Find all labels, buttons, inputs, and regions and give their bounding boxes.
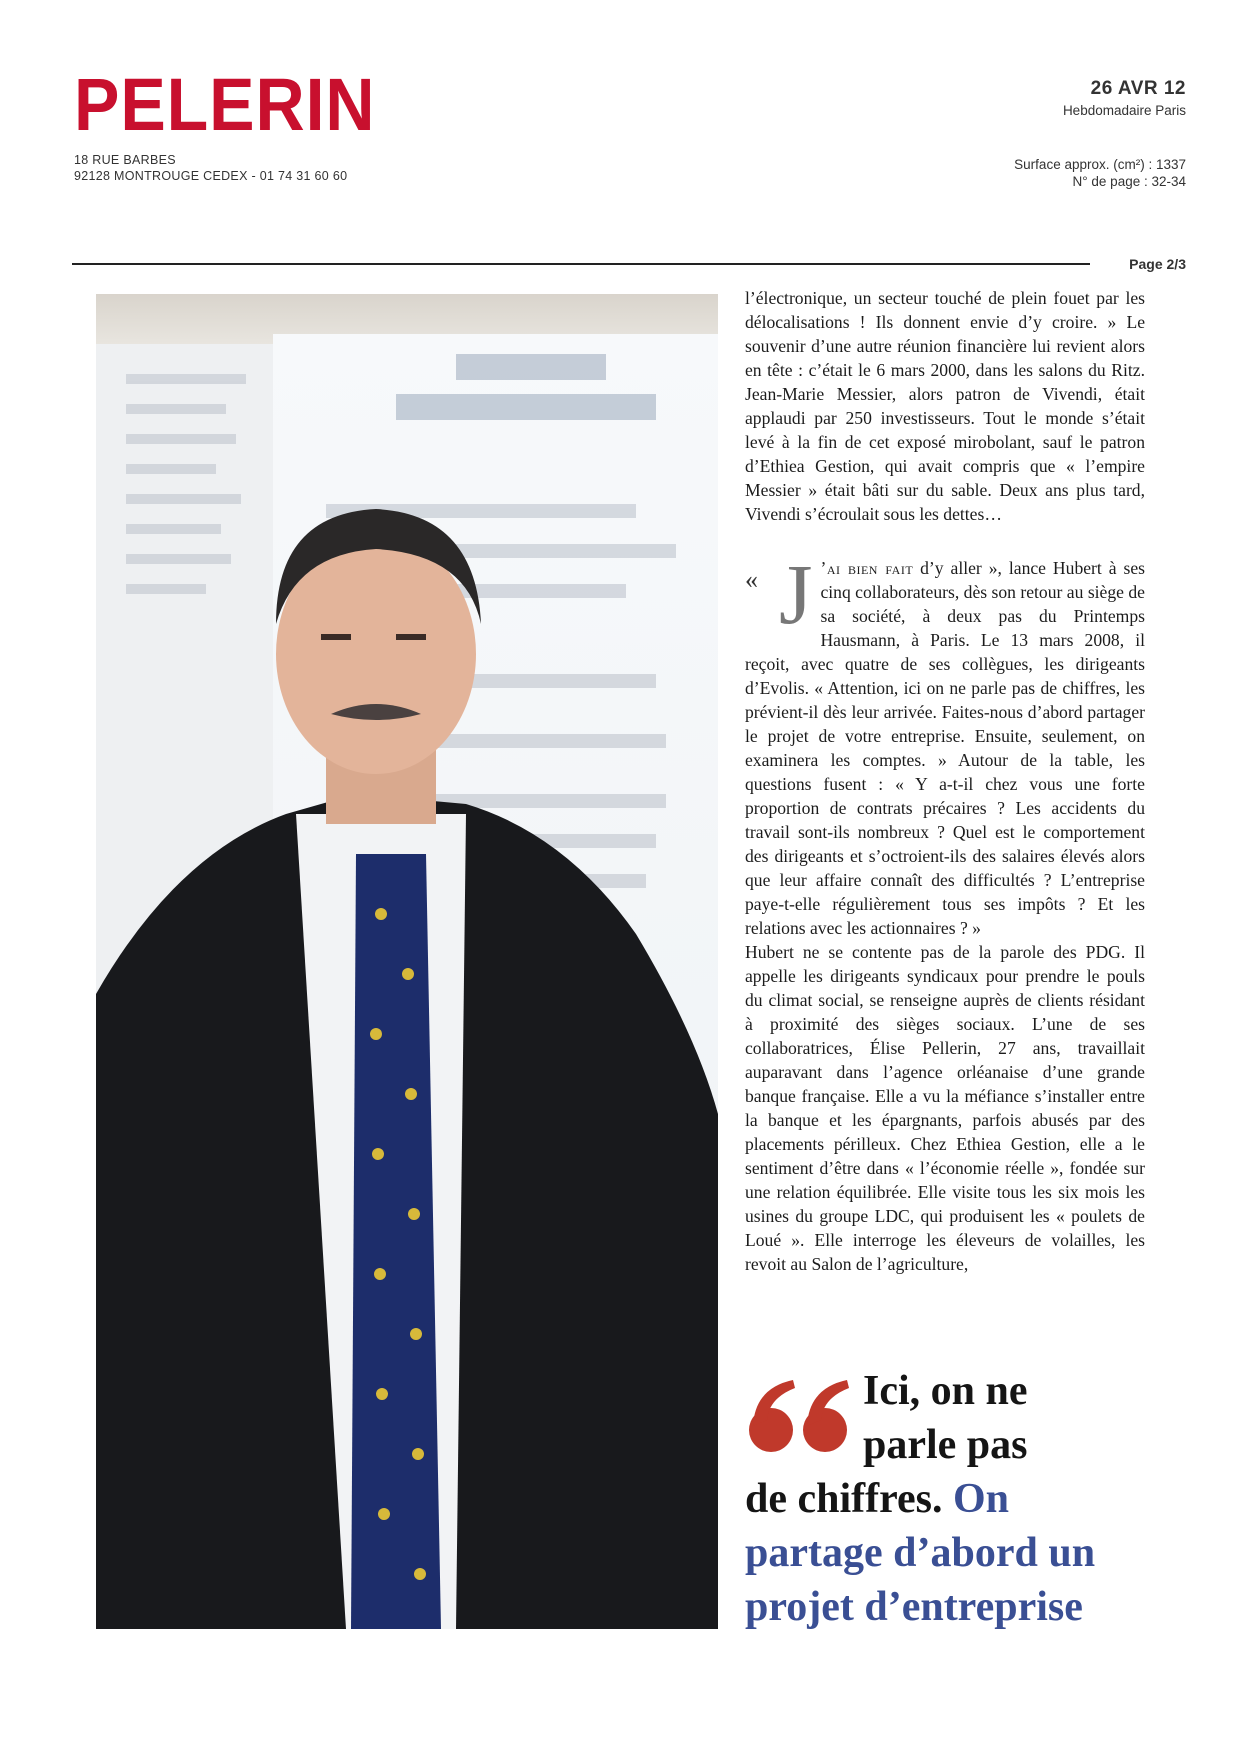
publisher-address: [74, 152, 347, 184]
photo-background-blur: [96, 294, 718, 1629]
pull-quote: [745, 1364, 1165, 1634]
pull-quote-line-1: Ici, on ne: [863, 1368, 1028, 1414]
address-line-2: 92128 MONTROUGE CEDEX - 01 74 31 60 60: [74, 169, 348, 183]
portrait-photo: [96, 294, 718, 1629]
page-indicator: Page 2/3: [1121, 256, 1186, 272]
surface-info: [1014, 156, 1186, 190]
pull-quote-line-2: parle pas: [863, 1422, 1028, 1468]
pull-quote-line-3-blue: On: [942, 1476, 1010, 1522]
article-paragraph-1: l’électronique, un secteur touché de plein fouet par les délocalisations ! Ils donnent envie d’y croire. » Le souvenir d’une autre réunion financière lui revient alors en tête : c’était le 6 mars 2000, dans les salons du Ritz. Jean-Marie Messier, alors patron de Vivendi, était applaudi par 250 investisseurs. Tout le monde s’était levé à la fin de cet exposé mirobolant, sauf le patron d’Ethiea Gestion, qui avait compris que « l’empire Messier » était bâti sur du sable. Deux ans plus tard, Vivendi s’écroulait sous les dettes…: [745, 288, 1145, 524]
article-paragraph-2: [745, 546, 1146, 940]
address-line-1: 18 RUE BARBES: [74, 153, 176, 167]
pull-quote-line-4: partage d’abord un: [745, 1530, 1096, 1576]
article-body: [745, 286, 1145, 1276]
opening-guillemet: «: [745, 565, 758, 594]
drop-cap: J: [779, 546, 813, 642]
pull-quote-line-3: [745, 1476, 1009, 1522]
paragraph-2-text: d’y aller », lance Hubert à ses cinq collaborateurs, dès son retour au siège de sa société, à deux pas du Printemps Hausmann, à Paris. Le 13 mars 2008, il reçoit, avec quatre de ses collègues, les dirigeants d’Evolis. « Attention, ici on ne parle pas de chiffres, les prévient-il dès leur arrivée. Faites-nous d’abord partager le projet de votre entreprise. Ensuite, seulement, on examinera les comptes. » Autour de la table, les questions fusent : « Y a-t-il chez vous une forte proportion de contrats précaires ? Les accidents du travail sont-ils nombreux ? Quel est le comportement des dirigeants et s’octroient-ils des salaires élevés alors que leur affaire connaît des difficultés ? L’entreprise paye-t-elle régulièrement tous ses impôts ? Et les relations avec les actionnaires ? »: [745, 558, 1146, 938]
article-paragraph-3: Hubert ne se contente pas de la parole des PDG. Il appelle les dirigeants syndicaux pour prendre le pouls du climat social, se renseigne auprès de clients résidant à proximité des sièges sociaux. L’une de ses collaboratrices, Élise Pellerin, 27 ans, travaillait auparavant dans l’agence orléanaise d’une grande banque française. Elle a vu la méfiance s’installer entre la banque et les épargnants, parfois abusés par des placements périlleux. Chez Ethiea Gestion, elle a le sentiment d’être dans « l’économie réelle », fondée sur une relation équilibrée. Elle visite tous les six mois les usines du groupe LDC, qui produisent les « poulets de Loué ». Elle interroge les éleveurs de volailles, les revoit au Salon de l’agriculture,: [745, 942, 1145, 1274]
header-divider: [72, 263, 1090, 265]
surface-area: Surface approx. (cm²) : 1337: [1014, 157, 1186, 172]
page-numbers: N° de page : 32-34: [1072, 174, 1186, 189]
issue-date: 26 AVR 12: [1090, 78, 1186, 99]
publication-frequency: Hebdomadaire Paris: [1062, 103, 1186, 118]
publication-logo: PELERIN: [74, 63, 376, 146]
pull-quote-line-3-text: de chiffres.: [745, 1476, 943, 1522]
lead-in-smallcaps: ’ai bien fait: [820, 558, 914, 578]
pull-quote-line-5: projet d’entreprise: [745, 1584, 1083, 1630]
